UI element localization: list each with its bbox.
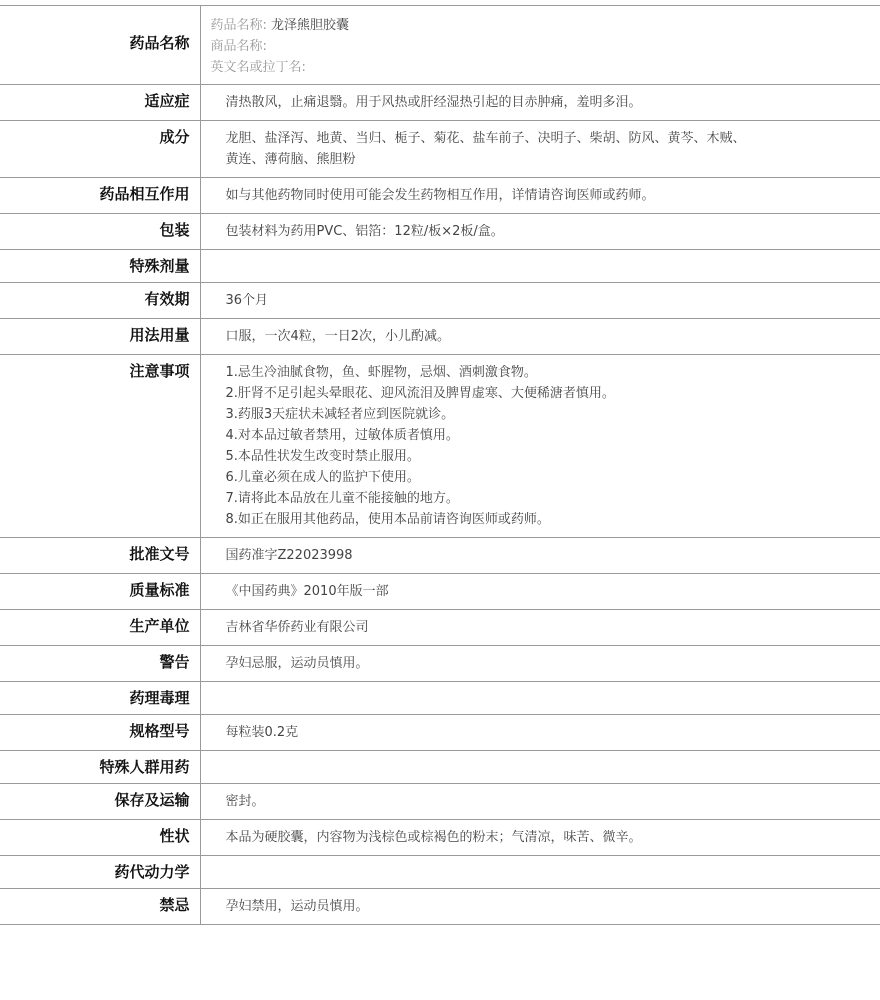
value-special-populations [200, 751, 880, 784]
precaution-item: 4.对本品过敏者禁用，过敏体质者慎用。 [225, 428, 459, 443]
label-storage: 保存及运输 [0, 784, 200, 820]
label-indications: 适应症 [0, 85, 200, 121]
value-approval-number: 国药准字Z22023998 [200, 538, 880, 574]
label-interactions: 药品相互作用 [0, 178, 200, 214]
row-indications [0, 85, 880, 121]
precaution-item: 1.忌生冷油腻食物，鱼、虾腥物，忌烟、酒刺激食物。 [225, 365, 537, 380]
ingredients-line-1: 龙胆、盐泽泻、地黄、当归、栀子、菊花、盐车前子、决明子、柴胡、防风、黄芩、木贼、 [225, 131, 746, 146]
label-special-dosage: 特殊剂量 [0, 250, 200, 283]
row-pharmacology [0, 682, 880, 715]
value-usage: 口服，一次4粒，一日2次，小儿酌减。 [200, 319, 880, 355]
english-name-line [211, 57, 871, 78]
row-drug-name [0, 6, 880, 85]
precaution-item: 6.儿童必须在成人的监护下使用。 [225, 470, 420, 485]
label-approval-number: 批准文号 [0, 538, 200, 574]
value-special-dosage [200, 250, 880, 283]
row-usage [0, 319, 880, 355]
value-specification: 每粒装0.2克 [200, 715, 880, 751]
value-precautions [200, 355, 880, 538]
label-drug-name: 药品名称 [0, 6, 200, 85]
label-description: 性状 [0, 820, 200, 856]
label-specification: 规格型号 [0, 715, 200, 751]
row-interactions [0, 178, 880, 214]
label-precautions: 注意事项 [0, 355, 200, 538]
precaution-item: 7.请将此本品放在儿童不能接触的地方。 [225, 491, 459, 506]
value-contraindications: 孕妇禁用，运动员慎用。 [200, 889, 880, 925]
value-storage: 密封。 [200, 784, 880, 820]
generic-name-value: 龙泽熊胆胶囊 [271, 18, 350, 33]
row-approval-number [0, 538, 880, 574]
value-shelf-life: 36个月 [200, 283, 880, 319]
row-shelf-life [0, 283, 880, 319]
row-special-populations [0, 751, 880, 784]
value-quality-standard: 《中国药典》2010年版一部 [200, 574, 880, 610]
value-pharmacokinetics [200, 856, 880, 889]
row-storage [0, 784, 880, 820]
precaution-item: 8.如正在服用其他药品，使用本品前请咨询医师或药师。 [225, 512, 550, 527]
label-pharmacology: 药理毒理 [0, 682, 200, 715]
precaution-item: 5.本品性状发生改变时禁止服用。 [225, 449, 420, 464]
value-packaging: 包装材料为药用PVC、铝箔：12粒/板×2板/盒。 [200, 214, 880, 250]
value-interactions: 如与其他药物同时使用可能会发生药物相互作用，详情请咨询医师或药师。 [200, 178, 880, 214]
row-specification [0, 715, 880, 751]
trade-name-key: 商品名称: [210, 39, 267, 54]
value-manufacturer: 吉林省华侨药业有限公司 [200, 610, 880, 646]
row-pharmacokinetics [0, 856, 880, 889]
label-ingredients: 成分 [0, 121, 200, 178]
label-warning: 警告 [0, 646, 200, 682]
row-manufacturer [0, 610, 880, 646]
row-packaging [0, 214, 880, 250]
label-quality-standard: 质量标准 [0, 574, 200, 610]
english-name-key: 英文名或拉丁名: [210, 60, 306, 75]
drug-name-values [200, 6, 880, 85]
label-contraindications: 禁忌 [0, 889, 200, 925]
trade-name-line [211, 36, 871, 57]
value-description: 本品为硬胶囊，内容物为浅棕色或棕褐色的粉末；气清凉，味苦、微辛。 [200, 820, 880, 856]
label-manufacturer: 生产单位 [0, 610, 200, 646]
value-indications: 清热散风，止痛退翳。用于风热或肝经湿热引起的目赤肿痛，羞明多泪。 [200, 85, 880, 121]
row-quality-standard [0, 574, 880, 610]
row-ingredients [0, 121, 880, 178]
precaution-item: 2.肝肾不足引起头晕眼花、迎风流泪及脾胃虚寒、大便稀溏者慎用。 [225, 386, 615, 401]
row-warning [0, 646, 880, 682]
label-special-populations: 特殊人群用药 [0, 751, 200, 784]
precaution-item: 3.药服3天症状未减轻者应到医院就诊。 [225, 407, 455, 422]
value-warning: 孕妇忌服，运动员慎用。 [200, 646, 880, 682]
label-usage: 用法用量 [0, 319, 200, 355]
label-pharmacokinetics: 药代动力学 [0, 856, 200, 889]
ingredients-line-2: 黄连、薄荷脑、熊胆粉 [225, 152, 356, 167]
label-shelf-life: 有效期 [0, 283, 200, 319]
label-packaging: 包装 [0, 214, 200, 250]
generic-name-key: 药品名称: [210, 18, 267, 33]
row-description [0, 820, 880, 856]
row-special-dosage [0, 250, 880, 283]
row-contraindications [0, 889, 880, 925]
drug-info-table [0, 5, 880, 925]
value-ingredients [200, 121, 880, 178]
row-precautions [0, 355, 880, 538]
generic-name-line [211, 15, 871, 36]
value-pharmacology [200, 682, 880, 715]
